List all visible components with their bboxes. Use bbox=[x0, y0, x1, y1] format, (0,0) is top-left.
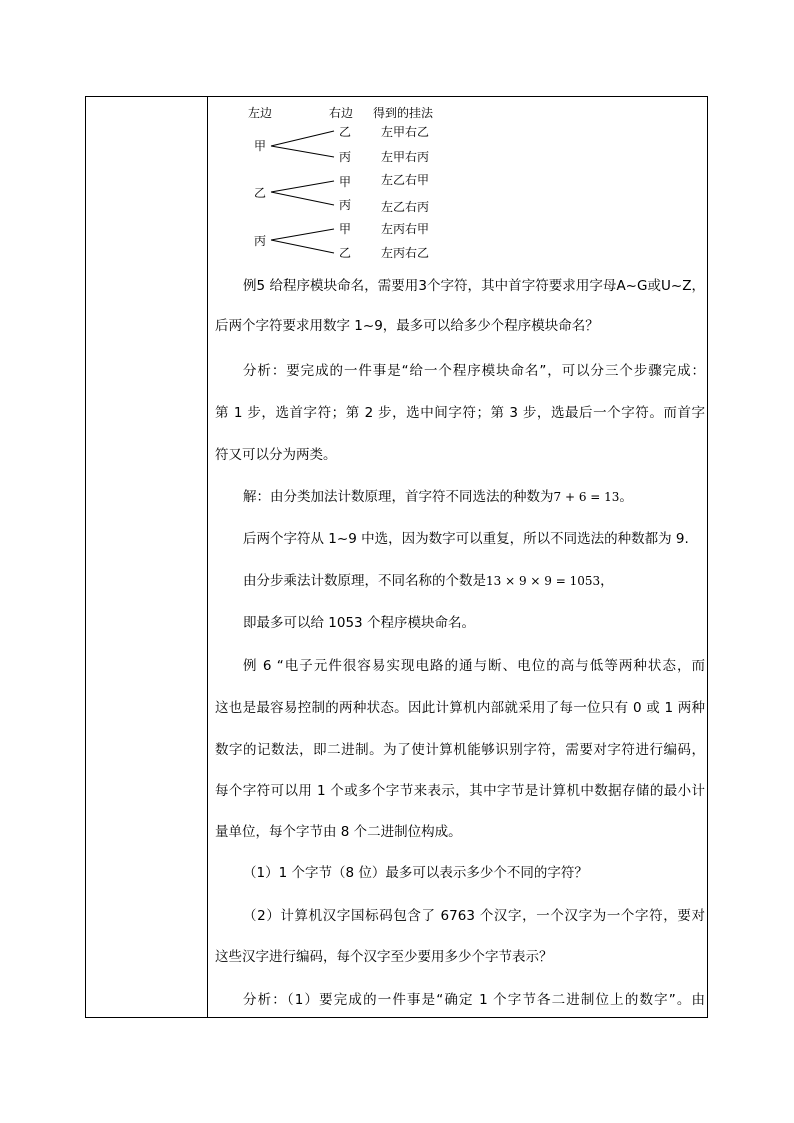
example-6-line-1: 例 6 “电子元件很容易实现电路的通与断、电位的高与低等两种状态，而 bbox=[243, 658, 705, 674]
tree-node-result: 左乙右甲 bbox=[381, 173, 430, 187]
tree-node-result: 左丙右乙 bbox=[381, 246, 430, 260]
branch-line bbox=[271, 240, 334, 253]
example-5-line-1: 例5 给程序模块命名，需要用3个字符，其中首字符要求用字母A~G或U~Z， bbox=[243, 278, 705, 294]
tree-header-result: 得到的挂法 bbox=[373, 106, 434, 120]
tree-header-right: 右边 bbox=[329, 106, 354, 120]
math-expression: 13 × 9 × 9 = 1053 bbox=[486, 574, 601, 588]
tree-node-right: 甲 bbox=[339, 222, 352, 236]
solution-line-1 bbox=[243, 488, 633, 506]
tree-node-right: 乙 bbox=[339, 125, 352, 139]
punctuation: 。 bbox=[619, 489, 633, 505]
tree-diagram bbox=[0, 0, 794, 270]
tree-node-left: 乙 bbox=[254, 186, 267, 200]
branch-line bbox=[271, 146, 334, 157]
tree-node-right: 丙 bbox=[339, 198, 352, 212]
punctuation: ， bbox=[600, 573, 614, 589]
branch-line bbox=[271, 192, 334, 205]
branch-line bbox=[271, 229, 334, 240]
analysis-line-3: 符又可以分为两类。 bbox=[215, 447, 337, 463]
tree-node-result: 左乙右丙 bbox=[381, 200, 430, 214]
branch-line bbox=[271, 181, 334, 192]
question-2-line-1: （2）计算机汉字国标码包含了 6763 个汉字，一个汉字为一个字符，要对 bbox=[243, 908, 705, 924]
tree-node-right: 乙 bbox=[339, 246, 352, 260]
analysis-2-line-1: 分析：（1）要完成的一件事是“确定 1 个字节各二进制位上的数字”。由 bbox=[243, 992, 705, 1008]
example-6-line-2: 这也是最容易控制的两种状态。因此计算机内部就采用了每一位只有 0 或 1 两种 bbox=[215, 700, 705, 716]
solution-line-4: 即最多可以给 1053 个程序模块命名。 bbox=[243, 615, 475, 631]
question-2-line-2: 这些汉字进行编码，每个汉字至少要用多少个字节表示？ bbox=[215, 949, 553, 965]
tree-node-result: 左甲右丙 bbox=[381, 150, 430, 164]
analysis-line-1: 分析：要完成的一件事是“给一个程序模块命名”，可以分三个步骤完成： bbox=[243, 363, 705, 379]
solution-line-3 bbox=[243, 572, 614, 590]
example-6-line-3: 数字的记数法，即二进制。为了使计算机能够识别字符，需要对字符进行编码， bbox=[215, 742, 705, 758]
tree-node-left: 甲 bbox=[254, 139, 267, 153]
solution-line-2: 后两个字符从 1~9 中选，因为数字可以重复，所以不同选法的种数都为 9. bbox=[243, 531, 689, 547]
tree-node-right: 丙 bbox=[339, 150, 352, 164]
tree-node-left: 丙 bbox=[254, 234, 267, 248]
branch-line bbox=[271, 131, 334, 146]
solution-text: 解：由分类加法计数原理，首字符不同选法的种数为 bbox=[243, 489, 554, 505]
analysis-line-2: 第 1 步，选首字符；第 2 步，选中间字符；第 3 步，选最后一个字符。而首字 bbox=[215, 405, 705, 421]
example-5-line-2: 后两个字符要求用数字 1~9，最多可以给多少个程序模块命名？ bbox=[215, 318, 599, 334]
tree-header-left: 左边 bbox=[248, 106, 273, 120]
tree-node-right: 甲 bbox=[339, 175, 352, 189]
solution-text: 由分步乘法计数原理，不同名称的个数是 bbox=[243, 573, 486, 589]
example-6-line-4: 每个字符可以用 1 个或多个字节来表示，其中字节是计算机中数据存储的最小计 bbox=[215, 783, 705, 799]
example-6-line-5: 量单位，每个字节由 8 个二进制位构成。 bbox=[215, 824, 462, 840]
question-1: （1）1 个字节（8 位）最多可以表示多少个不同的字符？ bbox=[243, 865, 588, 881]
math-expression: 7 + 6 = 13 bbox=[553, 490, 620, 504]
tree-node-result: 左甲右乙 bbox=[381, 125, 430, 139]
tree-node-result: 左丙右甲 bbox=[381, 222, 430, 236]
